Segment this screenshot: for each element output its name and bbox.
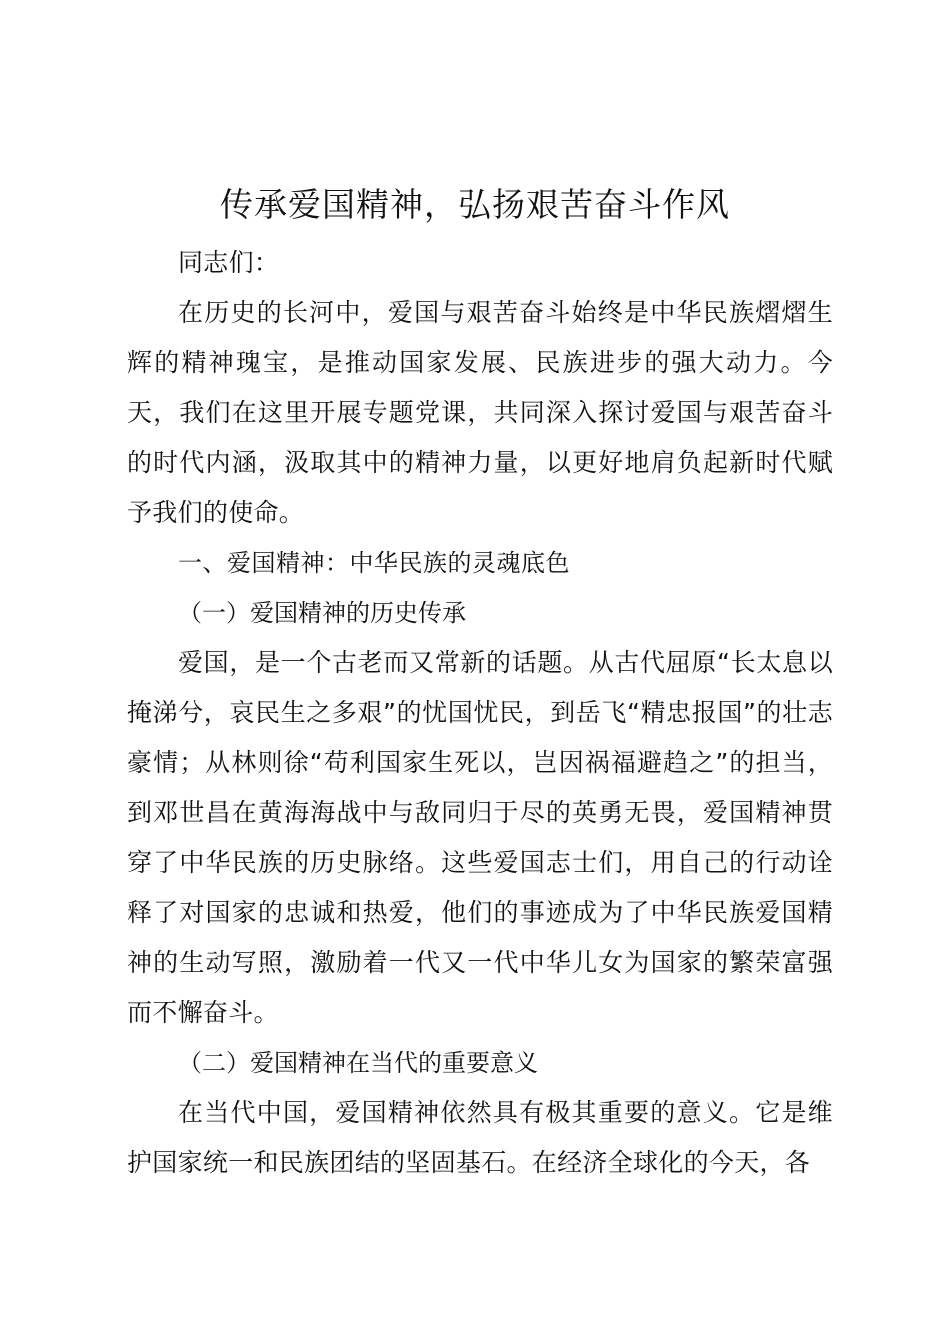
subsection-heading-1: （一）爱国精神的历史传承: [178, 599, 466, 627]
intro-paragraph: 在历史的长河中，爱国与艰苦奋斗始终是中华民族熠熠生辉的精神瑰宝，是推动国家发展、民族进步的强大动力。今天，我们在这里开展专题党课，共同深入探讨爱国与艰苦奋斗的时代内涵，汲取其中的精神力量，以更好地肩负起新时代赋予我们的使命。: [127, 298, 833, 527]
section-heading-1: 一、爱国精神：中华民族的灵魂底色: [178, 549, 570, 577]
subsection-heading-2: （二）爱国精神在当代的重要意义: [178, 1049, 538, 1077]
salutation: 同志们：: [178, 248, 280, 277]
subsection-paragraph-1: 爱国，是一个古老而又常新的话题。从古代屈原“长太息以掩涕兮，哀民生之多艰”的忧国忧民，到岳飞“精忠报国”的壮志豪情；从林则徐“苟利国家生死以，岂因祸福避趋之”的担当，到邓世昌在黄海海战中与敌同归于尽的英勇无畏，爱国精神贯穿了中华民族的历史脉络。这些爱国志士们，用自己的行动诠释了对国家的忠诚和热爱，他们的事迹成为了中华民族爱国精神的生动写照，激励着一代又一代中华儿女为国家的繁荣富强而不懈奋斗。: [127, 648, 833, 1027]
document-body: [127, 238, 833, 1188]
document-title: 传承爱国精神，弘扬艰苦奋斗作风: [220, 185, 730, 224]
subsection-paragraph-2: 在当代中国，爱国精神依然具有极其重要的意义。它是维护国家统一和民族团结的坚固基石。在经济全球化的今天，各: [127, 1098, 833, 1177]
